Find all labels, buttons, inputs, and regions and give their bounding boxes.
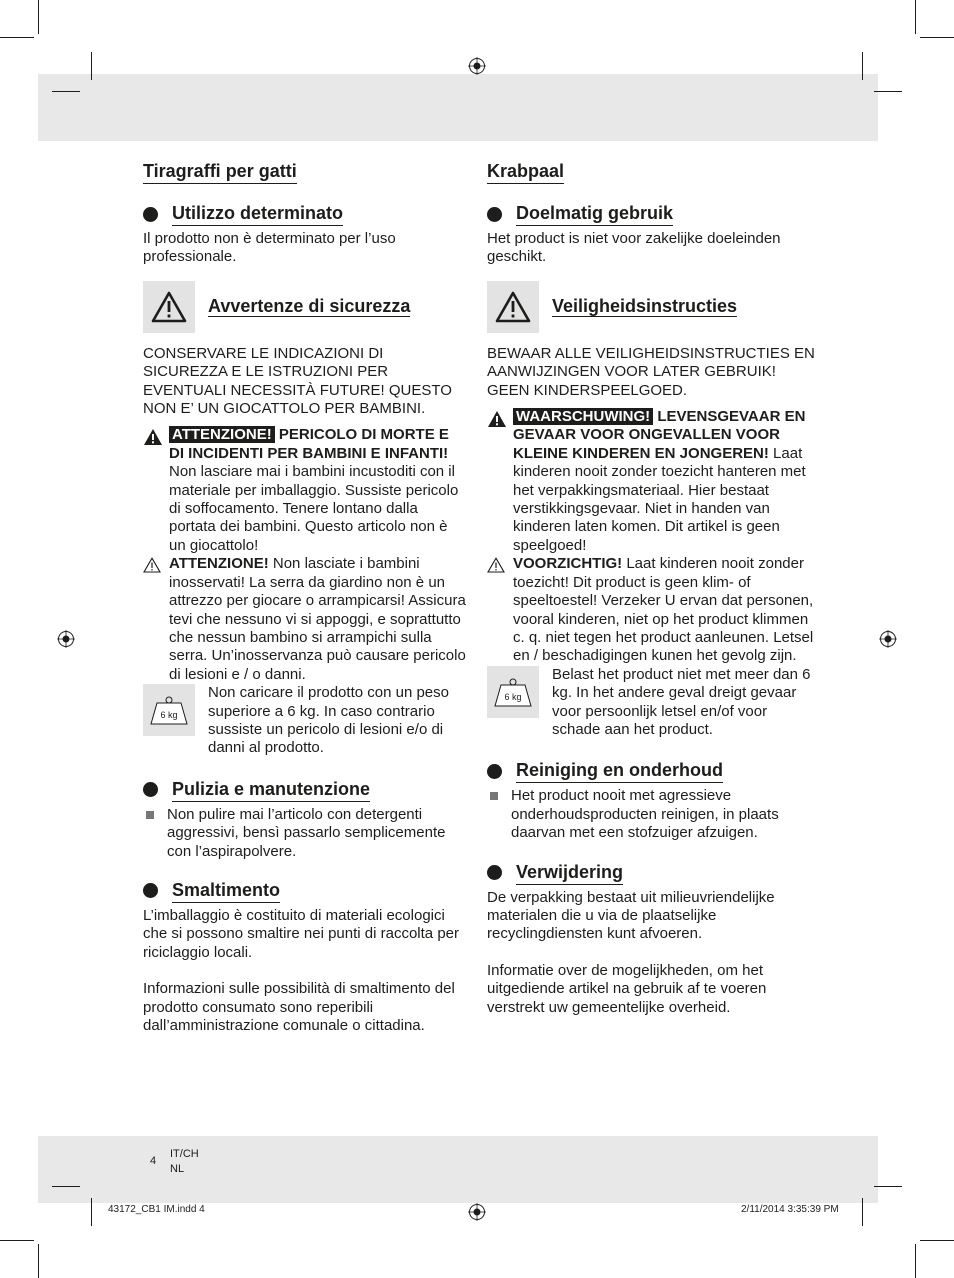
list-item: Het product nooit met agressieve onderhoudsproducten reinigen, in plaats daarvan met een stofzuiger afzuigen. [487,787,817,842]
section-heading: Verwijdering [487,861,817,885]
caution-block: ATTENZIONE! Non lasciate i bambini inosservati! La serra da giardino non è un attrezzo per giocare o arrampicarsi! Assicura tevi che nessuno vi si appoggi, e soprattutto che nessun bambino si arrampichi sulla serra. Un’inosservanza può causare pericolo di lesioni e / o danni. [143,555,468,684]
safety-caps-text: BEWAAR ALLE VEILIGHEIDSINSTRUCTIES EN AANWIJZINGEN VOOR LATER GEBRUIK! GEEN KINDERSPEELGOED. [487,344,815,399]
bullet-icon [487,865,502,880]
dutch-column [487,160,817,1017]
page-number: 4 [150,1155,157,1167]
warning-filled-icon [143,426,169,555]
section-heading: Doelmatig gebruik [487,202,817,226]
registration-mark-icon [57,630,75,648]
svg-text:6 kg: 6 kg [160,710,178,721]
warning-block: WAARSCHUWING! LEVENSGEVAAR EN GEVAAR VOOR ONGEVALLEN VOOR KLEINE KINDEREN EN JONGEREN! Laat kinderen nooit zonder toezicht hanteren met het verpakkingsmateriaal. Hier bestaat verstikkingsgevaar. Niet in handen van kinderen laten komen. Dit artikel is geen speelgoed! [487,408,817,555]
warning-outline-icon [487,555,513,665]
square-bullet-icon [143,806,167,861]
disposal-text: De verpakking bestaat uit milieuvriendelijke materialen die u via de plaatselijke recyclingdiensten kunt afvoeren. [487,888,775,943]
registration-mark-icon [468,1203,486,1221]
disposal-text: L’imballaggio è costituito di materiali ecologici che si possono smaltire nei punti di raccolta per riciclaggio locali. [143,906,459,961]
weight-limit-text: Belast het product niet met meer dan 6 kg. In het andere geval dreigt gevaar voor persoonlijk letsel en/of voor schade aan het product. [552,665,811,738]
disposal-info-text: Informatie over de mogelijkheden, om het uitgediende artikel na gebruik af te voeren verstrekt uw gemeentelijke overheid. [487,961,767,1016]
warning-text: Laat kinderen nooit zonder toezicht hanteren met het verpakkingsmateriaal. Hier bestaat verstikkingsgevaar. Niet in handen van kinderen laten komen. Dit artikel is geen speelgoed! [513,444,806,554]
section-heading: Reiniging en onderhoud [487,759,817,783]
footer-band [38,1136,878,1203]
language-codes: IT/CH NL [170,1148,199,1175]
square-bullet-icon [487,787,511,842]
page-title: Krabpaal [487,160,564,184]
warning-triangle-icon [143,281,195,333]
caution-block: VOORZICHTIG! Laat kinderen nooit zonder toezicht! Dit product is geen klim- of speeltoestel! Verzeker U ervan dat personen, vooral kinderen, niet op het product klimmen c. q. niet tegen het product aanleunen. Letsel en / beschadigingen kunen het gevolg zijn. [487,555,817,665]
page-title: Tiragraffi per gatti [143,160,297,184]
warning-label: ATTENZIONE! [169,426,275,443]
warning-text: Non lasciare mai i bambini incustoditi con il materiale per imballaggio. Sussiste pericolo di soffocamento. Tenere lontano dalla portata dei bambini. Questo articolo non è un giocattolo! [169,463,459,554]
weight-limit-block [487,666,817,740]
svg-text:6 kg: 6 kg [504,691,522,702]
safety-heading: Avvertenze di sicurezza [143,281,468,333]
bullet-icon [487,207,502,222]
bullet-icon [143,782,158,797]
warning-block: ATTENZIONE! PERICOLO DI MORTE E DI INCIDENTI PER BAMBINI E INFANTI! Non lasciare mai i bambini incustoditi con il materiale per imballaggio. Sussiste pericolo di soffocamento. Tenere lontano dalla portata dei bambini. Questo articolo non è un giocattolo! [143,426,468,555]
weight-icon [487,666,539,718]
bullet-icon [487,764,502,779]
file-slug: 43172_CB1 IM.indd 4 [108,1204,205,1215]
italian-column [143,160,468,1035]
warning-outline-icon [143,555,169,684]
section-heading: Utilizzo determinato [143,202,468,226]
intended-use-text: Il prodotto non è determinato per l’uso professionale. [143,230,396,266]
warning-triangle-icon [487,281,539,333]
bullet-icon [143,883,158,898]
header-band [38,74,878,141]
weight-limit-block [143,684,468,758]
warning-label: WAARSCHUWING! [513,408,653,425]
intended-use-text: Het product is niet voor zakelijke doeleinden geschikt. [487,230,781,266]
safety-heading: Veiligheidsinstructies [487,281,817,333]
timestamp-slug: 2/11/2014 3:35:39 PM [741,1204,839,1215]
weight-icon [143,684,195,736]
registration-mark-icon [468,57,486,75]
disposal-info-text: Informazioni sulle possibilità di smaltimento del prodotto consumato sono reperibili dall’amministrazione comunale o cittadina. [143,980,455,1034]
warning-filled-icon [487,408,513,555]
weight-limit-text: Non caricare il prodotto con un peso superiore a 6 kg. In caso contrario sussiste un pericolo di lesioni e/o di danni al prodotto. [208,684,449,757]
bullet-icon [143,207,158,222]
section-heading: Pulizia e manutenzione [143,778,468,802]
list-item: Non pulire mai l’articolo con detergenti aggressivi, bensì passarlo semplicemente con l’aspirapolvere. [143,806,468,861]
section-heading: Smaltimento [143,879,468,903]
safety-caps-text: CONSERVARE LE INDICAZIONI DI SICUREZZA E LE ISTRUZIONI PER EVENTUALI NECESSITÀ FUTURE! QUESTO NON E’ UN GIOCATTOLO PER BAMBINI. [143,344,452,418]
registration-mark-icon [879,630,897,648]
